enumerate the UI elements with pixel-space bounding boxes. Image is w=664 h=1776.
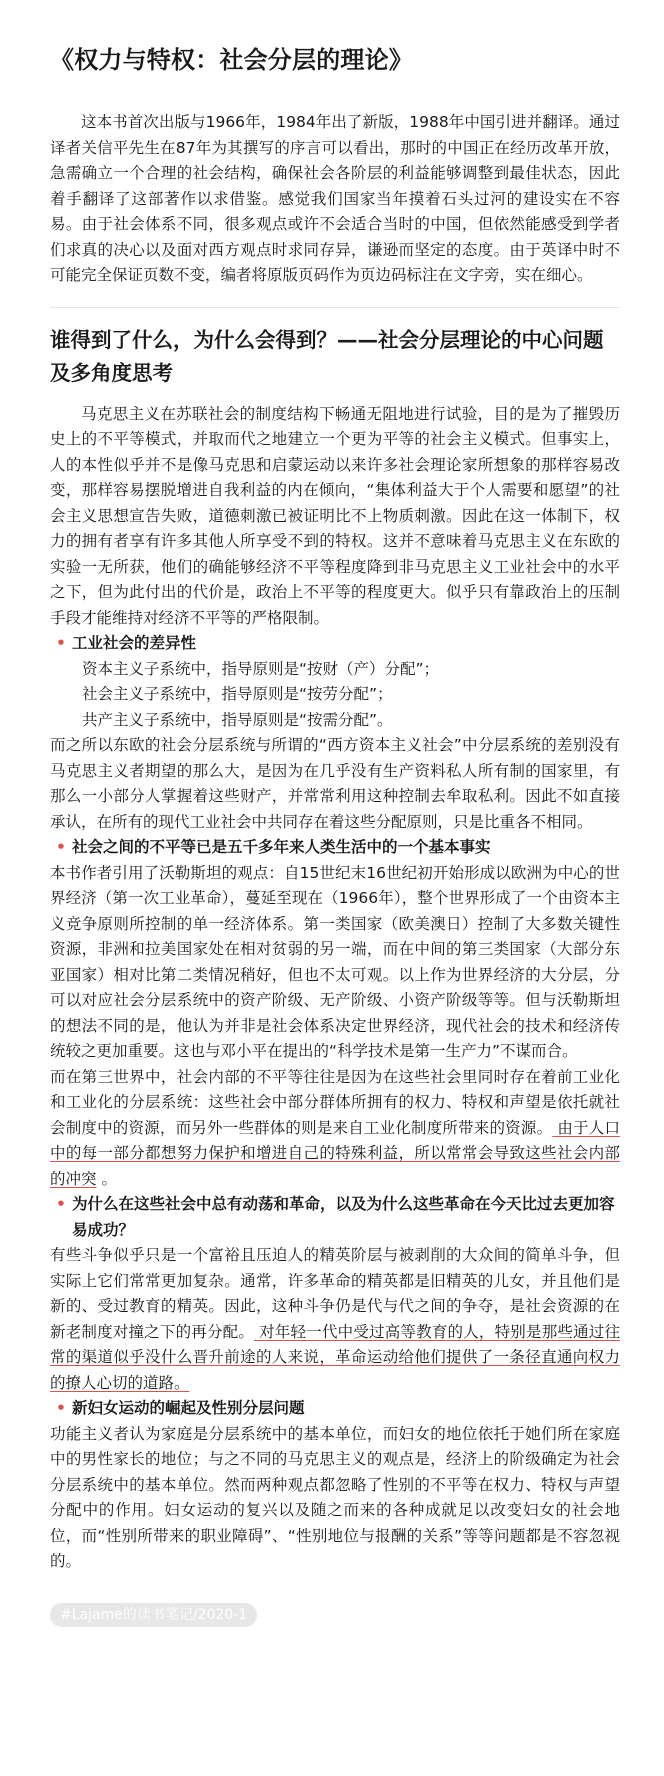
bullet-dot-icon: •	[56, 634, 66, 652]
paragraph-text: 有些斗争似乎只是一个富裕且压迫人的精英阶层与被剥削的大众间的简单斗争，但实际上它们常常更加复杂。通常，许多革命的精英都是旧精英的儿女，并且他们是新的、受过教育的精英。因此，这种斗争仍是代与代之间的争夺，是社会资源的在新老制度对撞之下的再分配。	[50, 1246, 620, 1341]
bullet-item-womens-movement	[50, 1396, 620, 1422]
underlined-text: 对年轻一代中受过高等教育的人，特别是那些通过往常的渠道似乎没什么晋升前途的人来说，革命运动给他们提供了一条径直通向权力的撩人心切的道路。	[50, 1322, 620, 1392]
bullet-body	[50, 1243, 620, 1396]
paragraph-text: 。	[96, 1169, 117, 1188]
bullet-dot-icon: •	[56, 1195, 66, 1213]
bullet-heading: 工业社会的差异性	[72, 634, 197, 652]
bullet-heading: 为什么在这些社会中总有动荡和革命，以及为什么这些革命在今天比过去更加容易成功？	[72, 1195, 615, 1239]
intro-paragraph: 这本书首次出版与1966年，1984年出了新版，1988年中国引进并翻译。通过译者关信平先生在87年为其撰写的序言可以看出，那时的中国正在经历改革开放，急需确立一个合理的社会结构，确保社会各阶层的利益能够调整到最佳状态，因此着手翻译了这部著作以求借鉴。感觉我们国家当年摸着石头过河的建设实在不容易。由于社会体系不同，很多观点或许不会适合当时的中国，但依然能感受到学者们求真的决心以及面对西方观点时求同存异，谦逊而坚定的态度。由于英译中时不可能完全保证页数不变，编者将原版页码作为页边码标注在文字旁，实在细心。	[50, 113, 620, 284]
bullet-item-revolutions	[50, 1192, 620, 1243]
bullet-heading: 社会之间的不平等已是五千多年来人类生活中的一个基本事实	[72, 838, 491, 856]
bullet-paragraph	[50, 1243, 620, 1396]
bullet-body	[50, 861, 620, 1193]
underlined-text: 由于人口中的每一部分都想努力保护和增进自己的特殊利益，所以常常会导致这些社会内部的冲突	[50, 1118, 620, 1188]
bullet-paragraph: 而之所以东欧的社会分层系统与所谓的“西方资本主义社会”中分层系统的差别没有马克思主义者期望的那么大，是因为在几乎没有生产资料私人所有制的国家里，有那么一小部分人掌握着这些财产，并常常利用这种控制去牟取私利。因此不如直接承认，在所有的现代工业社会中共同存在着这些分配原则，只是比重各不相同。	[50, 736, 620, 831]
bullet-dot-icon: •	[56, 1399, 66, 1417]
bullet-body	[50, 657, 620, 734]
section-title: 谁得到了什么，为什么会得到？——社会分层理论的中心问题及多角度思考	[50, 327, 604, 385]
section-intro-paragraph: 马克思主义在苏联社会的制度结构下畅通无阻地进行试验，目的是为了摧毁历史上的不平等模式，并取而代之地建立一个更为平等的社会主义模式。但事实上，人的本性似乎并不是像马克思和启蒙运动以来许多社会理论家所想象的那样容易改变，那样容易摆脱增进自我利益的内在倾向，“集体利益大于个人需要和愿望”的社会主义思想宣告失败，道德刺激已被证明比不上物质刺激。因此在这一体制下，权力的拥有者享有许多其他人所享受不到的特权。这并不意味着马克思主义在东欧的实验一无所获，他们的确能够经济不平等程度降到非马克思主义工业社会中的水平之下，但为此付出的代价是，政治上不平等的程度更大。似乎只有靠政治上的压制手段才能维持对经济不平等的严格限制。	[50, 404, 620, 627]
bullet-paragraph: 本书作者引用了沃勒斯坦的观点：自15世纪末16世纪初开始形成以欧洲为中心的世界经济（第一次工业革命），蔓延至现在（1966年），整个世界形成了一个由资本主义竞争原则所控制的单一经济体系。第一类国家（欧美澳日）控制了大多数关键性资源，非洲和拉美国家处在相对贫弱的另一端，而在中间的第三类国家（大部分东亚国家）相对比第二类情况稍好，但也不太可观。以上作为世界经济的大分层，分可以对应社会分层系统中的资产阶级、无产阶级、小资产阶级等等。但与沃勒斯坦的想法不同的是，他认为并非是社会体系决定世界经济，现代社会的技术和经济传统较之更加重要。这也与邓小平在提出的“科学技术是第一生产力”不谋而合。	[50, 863, 620, 1060]
principle-line: 社会主义子系统中，指导原则是“按劳分配”；	[82, 685, 393, 703]
bullet-heading: 新妇女运动的崛起及性别分层问题	[72, 1399, 305, 1417]
bullet-item-inequality-between-societies	[50, 835, 620, 861]
bullet-item-industrial-difference	[50, 631, 620, 657]
bullet-body	[50, 1422, 620, 1575]
bullet-paragraph: 功能主义者认为家庭是分层系统中的基本单位，而妇女的地位依托于她们所在家庭中的男性家长的地位；与之不同的马克思主义的观点是，经济上的阶级确定为社会分层系统中的基本单位。然而两种观点都忽略了性别的不平等在权力、特权与声望分配中的作用。妇女运动的复兴以及随之而来的各种成就足以改变妇女的社会地位，而“性别所带来的职业障碍”、“性别地位与报酬的关系”等等问题都是不容忽视的。	[50, 1424, 620, 1570]
section-divider	[50, 307, 620, 308]
principle-line: 共产主义子系统中，指导原则是“按需分配”。	[82, 710, 393, 729]
paragraph-text: 而在第三世界中，社会内部的不平等往往是因为在这些社会里同时存在着前工业化和工业化的分层系统：这些社会中部分群体所拥有的权力、特权和声望是依托就社会制度中的资源，而另外一些群体的则是来自工业化制度所带来的资源。	[50, 1067, 620, 1137]
bullet-body	[50, 733, 620, 835]
bullet-paragraph	[50, 1065, 620, 1193]
page-title: 《权力与特权：社会分层的理论》	[50, 46, 413, 74]
topic-tag[interactable]: #Lajame的读书笔记/2020-1	[50, 1603, 257, 1627]
bullet-dot-icon: •	[56, 838, 66, 856]
principle-line: 资本主义子系统中，指导原则是“按财（产）分配”；	[82, 659, 440, 678]
